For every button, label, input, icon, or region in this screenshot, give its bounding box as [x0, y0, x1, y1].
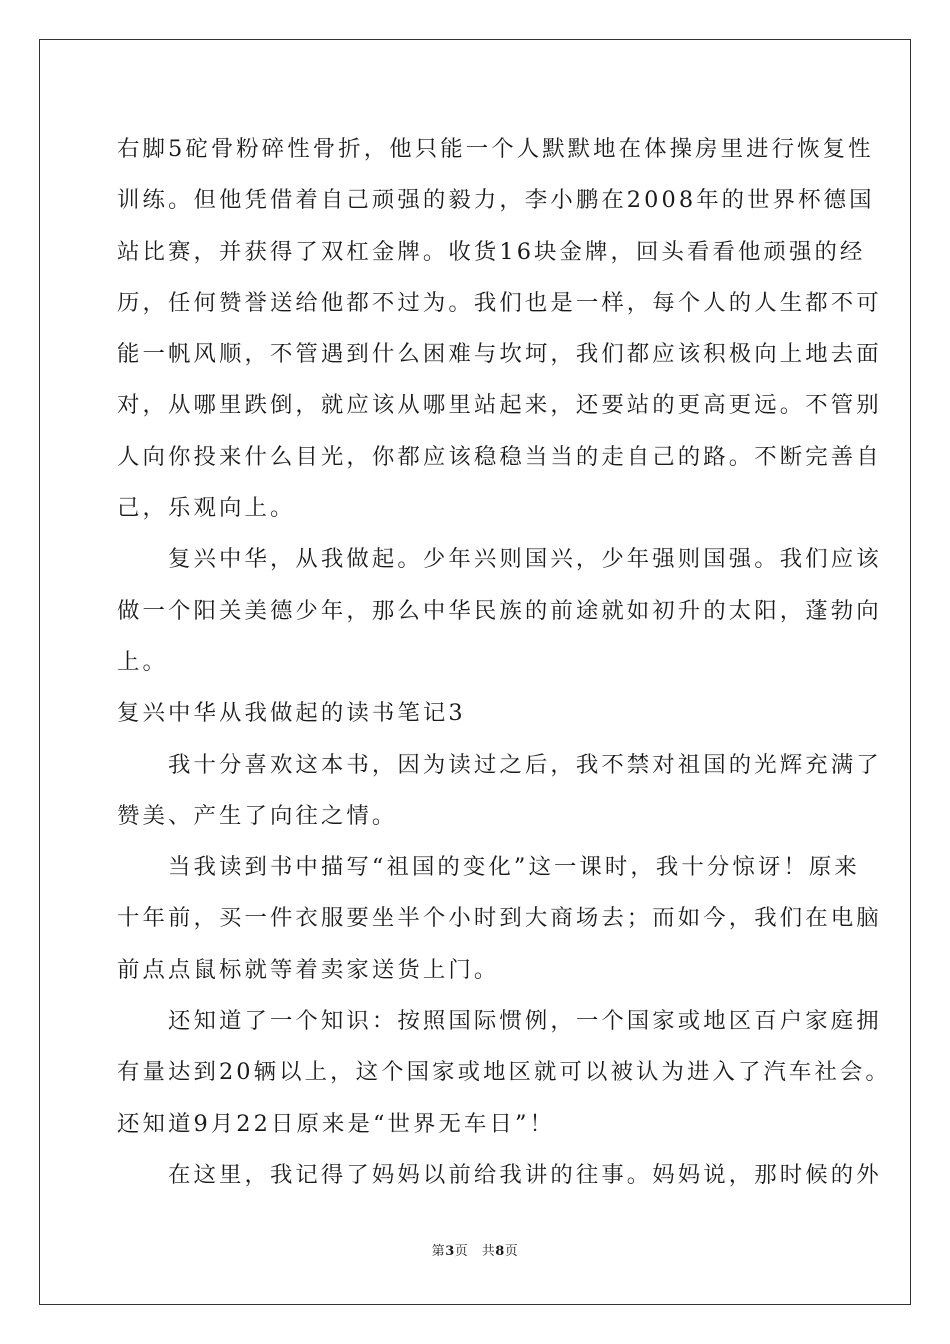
text-line: 前点点鼠标就等着卖家送货上门。 — [117, 956, 500, 983]
text-line: 我十分喜欢这本书，因为读过之后，我不禁对祖国的光辉充满了 — [117, 751, 882, 778]
text-line: 有量达到20辆以上，这个国家或地区就可以被认为进入了汽车社会。 — [117, 1059, 891, 1086]
total-pages-number: 8 — [495, 1244, 505, 1259]
page-footer — [0, 1243, 950, 1261]
text-line: 训练。但他凭借着自己顽强的毅力，李小鹏在2008年的世界杯德国 — [117, 187, 875, 214]
footer-prefix: 第 — [431, 1244, 446, 1259]
footer-middle: 页 共 — [454, 1244, 496, 1259]
text-line: 赞美、产生了向往之情。 — [117, 802, 398, 829]
footer-suffix: 页 — [504, 1244, 519, 1259]
text-line: 复兴中华，从我做起。少年兴则国兴，少年强则国强。我们应该 — [117, 546, 882, 573]
current-page-number: 3 — [445, 1244, 455, 1259]
text-line: 能一帆风顺，不管遇到什么困难与坎坷，我们都应该积极向上地去面 — [117, 341, 882, 368]
document-body — [117, 124, 891, 1201]
text-line: 上。 — [117, 648, 168, 675]
text-line: 历，任何赞誉送给他都不过为。我们也是一样，每个人的人生都不可 — [117, 289, 882, 316]
text-line: 还知道了一个知识：按照国际惯例，一个国家或地区百户家庭拥 — [117, 1008, 882, 1035]
text-line: 对，从哪里跌倒，就应该从哪里站起来，还要站的更高更远。不管别 — [117, 392, 882, 419]
text-line: 十年前，买一件衣服要坐半个小时到大商场去；而如今，我们在电脑 — [117, 905, 882, 932]
section-heading: 复兴中华从我做起的读书笔记3 — [117, 700, 466, 727]
text-line: 当我读到书中描写“祖国的变化”这一课时，我十分惊讶！原来 — [117, 854, 860, 881]
text-line: 在这里，我记得了妈妈以前给我讲的往事。妈妈说，那时候的外 — [117, 1161, 882, 1188]
text-line: 右脚5砣骨粉碎性骨折，他只能一个人默默地在体操房里进行恢复性 — [117, 136, 874, 162]
text-line: 做一个阳关美德少年，那么中华民族的前途就如初升的太阳，蓬勃向 — [117, 597, 882, 624]
text-line: 己，乐观向上。 — [117, 495, 296, 522]
text-line: 人向你投来什么目光，你都应该稳稳当当的走自己的路。不断完善自 — [117, 443, 882, 470]
text-line: 站比赛，并获得了双杠金牌。收货16块金牌，回头看看他顽强的经 — [117, 238, 866, 265]
text-line: 还知道9月22日原来是“世界无车日”！ — [117, 1110, 555, 1137]
